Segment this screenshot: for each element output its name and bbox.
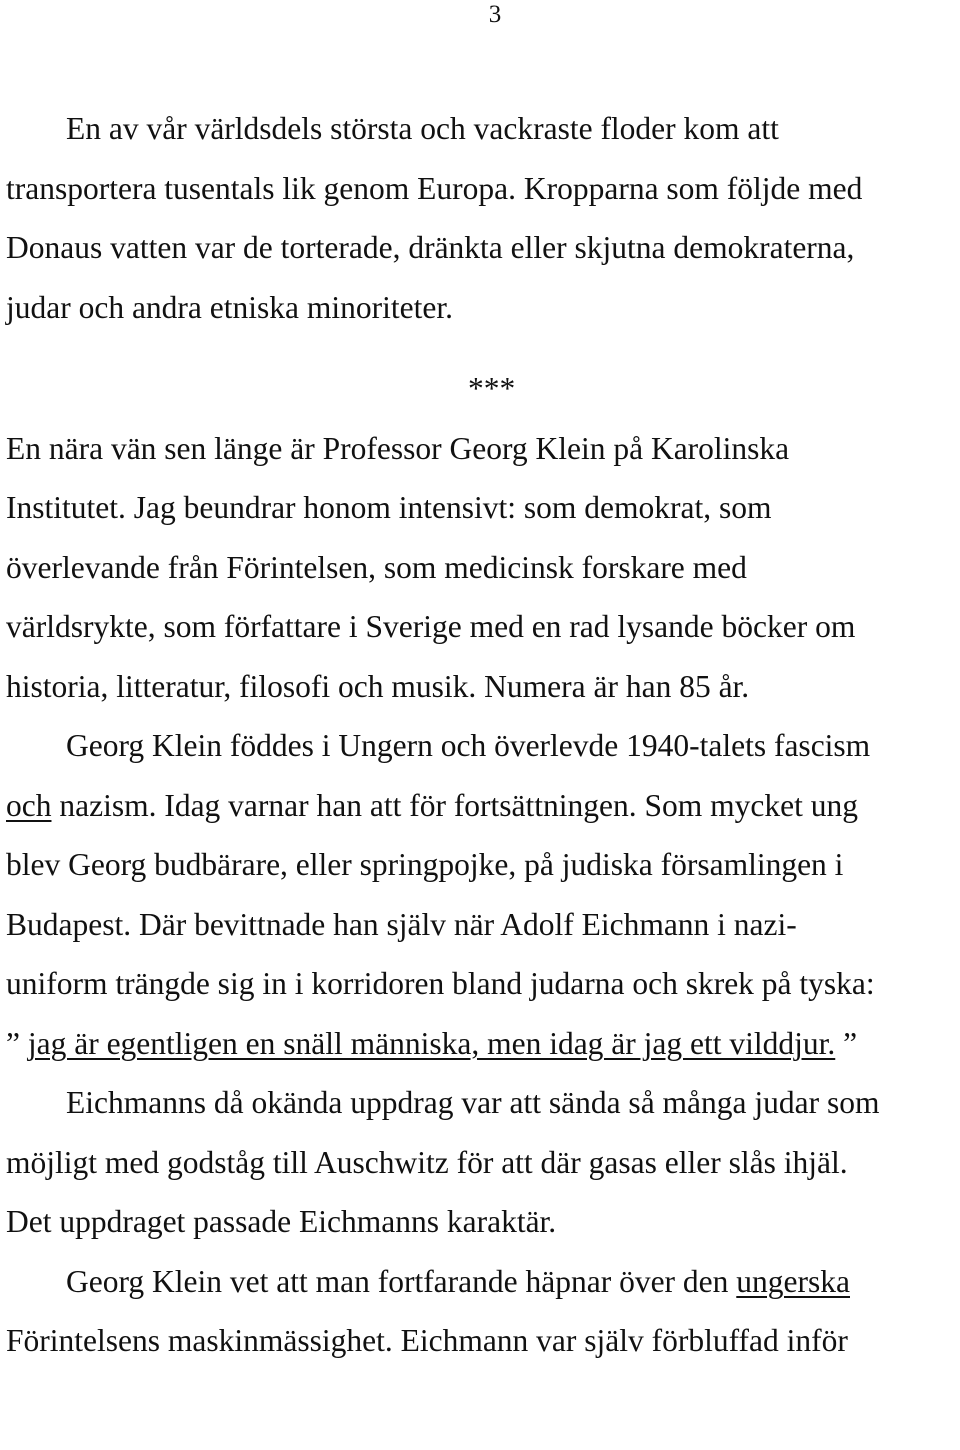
text-line: Donaus vatten var de torterade, dränkta eller skjutna demokraterna,: [6, 230, 855, 265]
text-line: [6, 1014, 946, 1074]
text-line: transportera tusentals lik genom Europa. Kropparna som följde med: [6, 170, 863, 206]
paragraph: [6, 99, 946, 337]
underlined-word: och: [6, 787, 52, 823]
text-line: historia, litteratur, filosofi och musik. Numera är han 85 år.: [6, 668, 750, 704]
page-number: 3: [488, 1, 502, 28]
text-line: [6, 776, 946, 836]
text-line: Budapest. Där bevittnade han själv när Adolf Eichmann i nazi-: [6, 906, 797, 942]
paragraph: [6, 1252, 946, 1371]
text-line: blev Georg budbärare, eller springpojke, på judiska församlingen i: [6, 847, 844, 882]
text-line: uniform trängde sig in i korridoren bland judarna och skrek på tyska:: [6, 966, 875, 1001]
underlined-word: ungerska: [736, 1263, 850, 1299]
paragraph: [6, 419, 946, 717]
text-line: världsrykte, som författare i Sverige med en rad lysande böcker om: [6, 609, 856, 644]
text-line: överlevande från Förintelsen, som medicinsk forskare med: [6, 549, 747, 585]
text-line: judar och andra etniska minoriteter.: [6, 289, 453, 325]
text-line: möjligt med godståg till Auschwitz för att där gasas eller slås ihjäl.: [6, 1144, 848, 1180]
text-line: En av vår världsdels största och vackraste floder kom att: [66, 111, 779, 146]
text-run: Georg Klein vet att man fortfarande häpnar över den: [66, 1263, 737, 1299]
text-line: Georg Klein föddes i Ungern och överlevde 1940-talets fascism: [66, 728, 871, 763]
underlined-quote: jag är egentligen en snäll människa, men idag är jag ett vilddjur.: [27, 1025, 836, 1061]
section-separator: ***: [468, 371, 516, 406]
close-quote: ”: [843, 1025, 858, 1061]
paragraph: [6, 716, 946, 1073]
paragraph: [6, 1073, 946, 1252]
text-line: Eichmanns då okända uppdrag var att sända så många judar som: [66, 1085, 880, 1120]
text-line: Förintelsens maskinmässighet. Eichmann var själv förbluffad inför: [6, 1323, 848, 1358]
text-line: Det uppdraget passade Eichmanns karaktär.: [6, 1204, 557, 1239]
text-line: [6, 1252, 946, 1312]
text-line: Institutet. Jag beundrar honom intensivt: som demokrat, som: [6, 490, 772, 525]
open-quote: ”: [6, 1025, 20, 1061]
text-line: En nära vän sen länge är Professor Georg Klein på Karolinska: [6, 430, 790, 466]
document-body: [6, 99, 946, 1371]
text-run: nazism. Idag varnar han att för fortsättningen. Som mycket ung: [51, 787, 859, 823]
